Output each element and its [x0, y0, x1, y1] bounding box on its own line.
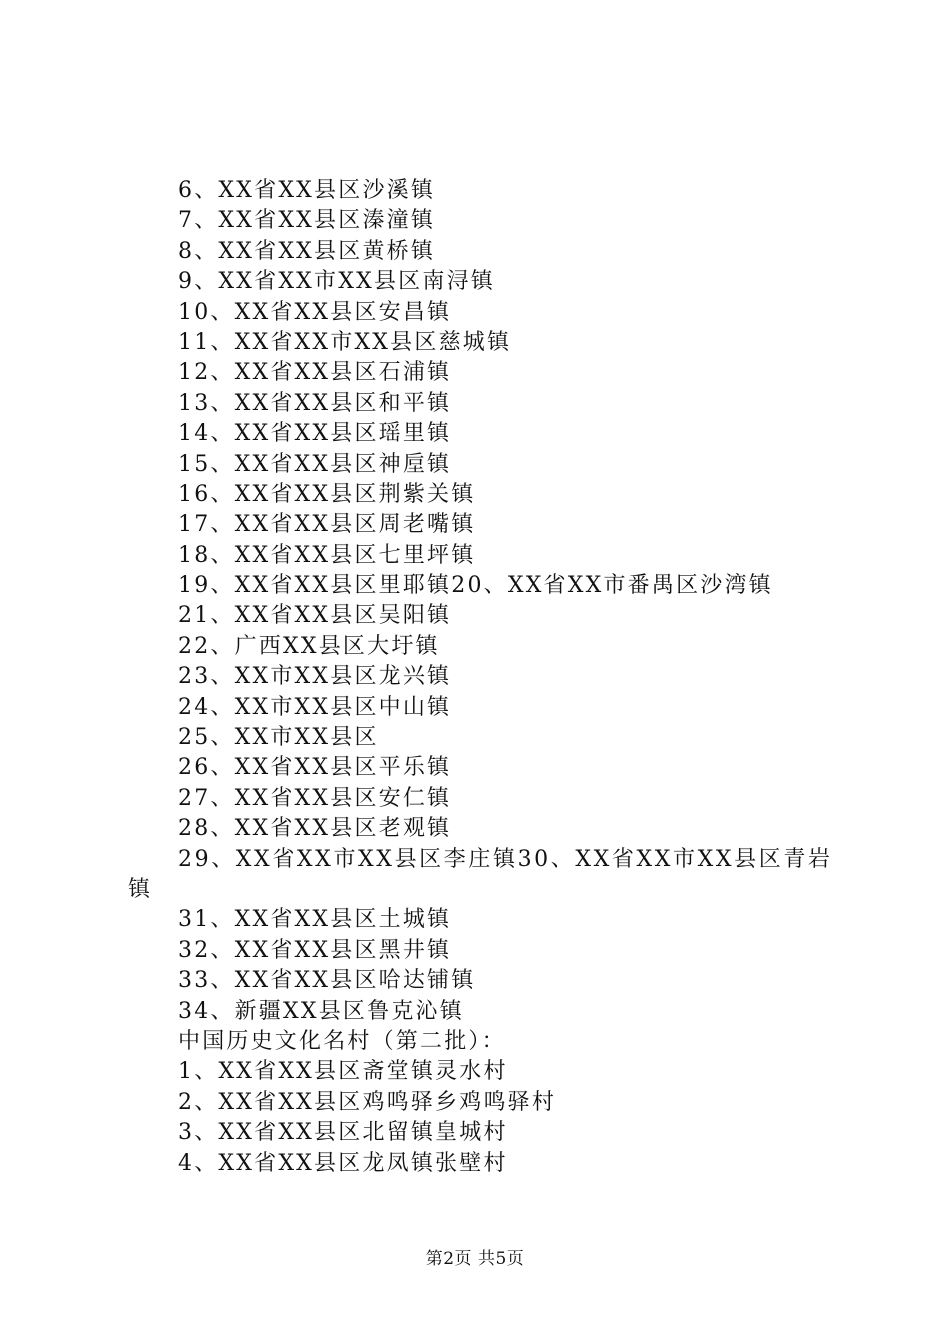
list-item-23: 23、XX市XX县区龙兴镇: [178, 664, 452, 690]
village-item-2: 2、XX省XX县区鸡鸣驿乡鸡鸣驿村: [178, 1089, 557, 1115]
section-heading: 中国历史文化名村（第二批）：: [178, 1028, 506, 1054]
list-item-18: 18、XX省XX县区七里坪镇: [178, 542, 476, 568]
list-item-6: 6、XX省XX县区沙溪镇: [178, 178, 436, 203]
village-item-4: 4、XX省XX县区龙凤镇张壁村: [178, 1150, 508, 1176]
list-item-22: 22、广西XX县区大圩镇: [178, 633, 440, 659]
list-item-12: 12、XX省XX县区石浦镇: [178, 360, 452, 386]
list-item-15: 15、XX省XX县区神垕镇: [178, 451, 452, 477]
list-item-7: 7、XX省XX县区溱潼镇: [178, 208, 436, 234]
village-item-1: 1、XX省XX县区斋堂镇灵水村: [178, 1059, 508, 1085]
list-item-21: 21、XX省XX县区吴阳镇: [178, 603, 452, 629]
list-item-33: 33、XX省XX县区哈达铺镇: [178, 968, 476, 994]
list-item-34: 34、新疆XX县区鲁克沁镇: [178, 998, 464, 1024]
document-body: [128, 176, 838, 1179]
list-item-31: 31、XX省XX县区土城镇: [178, 907, 452, 933]
list-item-19-20: 19、XX省XX县区里耶镇20、XX省XX市番禺区沙湾镇: [178, 573, 773, 599]
list-item-9: 9、XX省XX市XX县区南浔镇: [178, 269, 495, 295]
list-item-16: 16、XX省XX县区荆紫关镇: [178, 481, 476, 507]
page-number-footer: 第2页 共5页: [425, 1249, 525, 1269]
list-item-26: 26、XX省XX县区平乐镇: [178, 755, 452, 781]
list-item-13: 13、XX省XX县区和平镇: [178, 390, 452, 416]
list-item-24: 24、XX市XX县区中山镇: [178, 694, 452, 720]
list-item-8: 8、XX省XX县区黄桥镇: [178, 238, 436, 264]
list-item-10: 10、XX省XX县区安昌镇: [178, 299, 452, 325]
list-item-14: 14、XX省XX县区瑶里镇: [178, 421, 452, 447]
list-item-25: 25、XX市XX县区: [178, 725, 379, 751]
list-item-32: 32、XX省XX县区黑井镇: [178, 937, 452, 963]
list-item-17: 17、XX省XX县区周老嘴镇: [178, 512, 476, 538]
list-item-27: 27、XX省XX县区安仁镇: [178, 785, 452, 811]
list-item-28: 28、XX省XX县区老观镇: [178, 816, 452, 842]
list-item-11: 11、XX省XX市XX县区慈城镇: [178, 329, 512, 355]
village-item-3: 3、XX省XX县区北留镇皇城村: [178, 1120, 508, 1146]
list-item-29-30: 29、XX省XX市XX县区李庄镇30、XX省XX市XX县区青岩镇: [128, 846, 833, 902]
